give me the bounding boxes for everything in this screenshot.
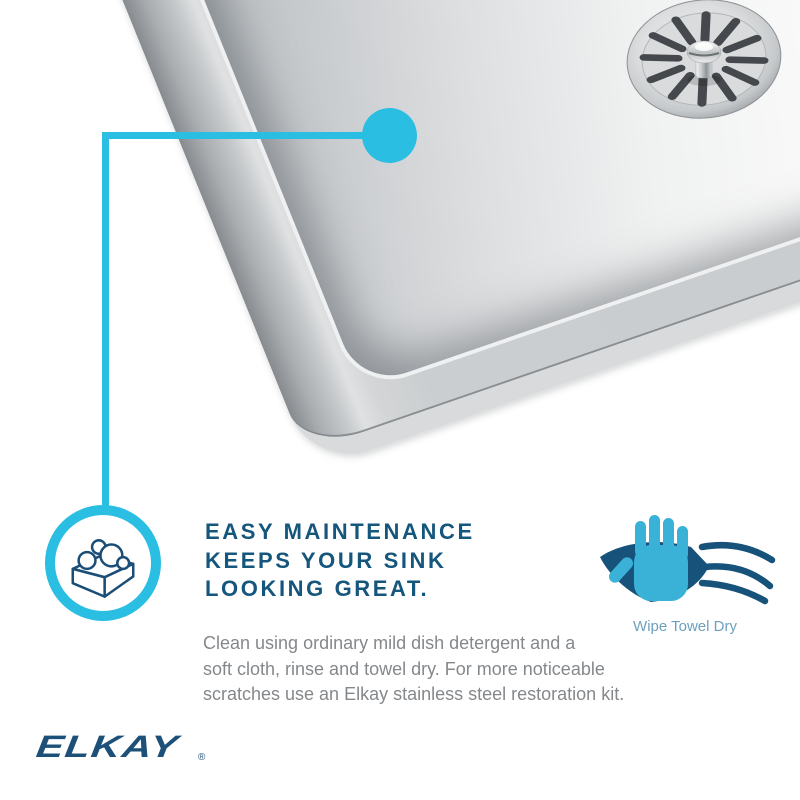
description-line: scratches use an Elkay stainless steel restoration kit. <box>203 684 625 704</box>
callout-dot <box>362 108 417 163</box>
soap-bar-icon <box>61 521 145 605</box>
registered-trademark-symbol: ® <box>198 752 206 763</box>
drain-strainer-icon <box>626 0 782 132</box>
description-line: soft cloth, rinse and towel dry. For more noticeable <box>203 658 605 679</box>
soap-icon-badge <box>45 505 161 621</box>
heading-line: LOOKING GREAT. <box>205 576 430 601</box>
callout-line-vertical <box>102 132 109 508</box>
wipe-towel-hand-icon <box>585 505 785 610</box>
elkay-logo <box>34 729 206 765</box>
heading-line: KEEPS YOUR SINK <box>205 547 447 573</box>
motion-arcs <box>702 545 772 601</box>
elkay-logo-text: ELKAY <box>34 729 182 764</box>
callout-line-horizontal <box>102 132 368 139</box>
wipe-towel-widget <box>585 505 785 635</box>
heading-line: EASY MAINTENANCE <box>205 519 475 544</box>
maintenance-description <box>203 631 624 708</box>
wipe-towel-label: Wipe Towel Dry <box>633 618 737 635</box>
maintenance-heading <box>205 518 475 604</box>
description-line: Clean using ordinary mild dish detergent and a <box>203 633 576 653</box>
